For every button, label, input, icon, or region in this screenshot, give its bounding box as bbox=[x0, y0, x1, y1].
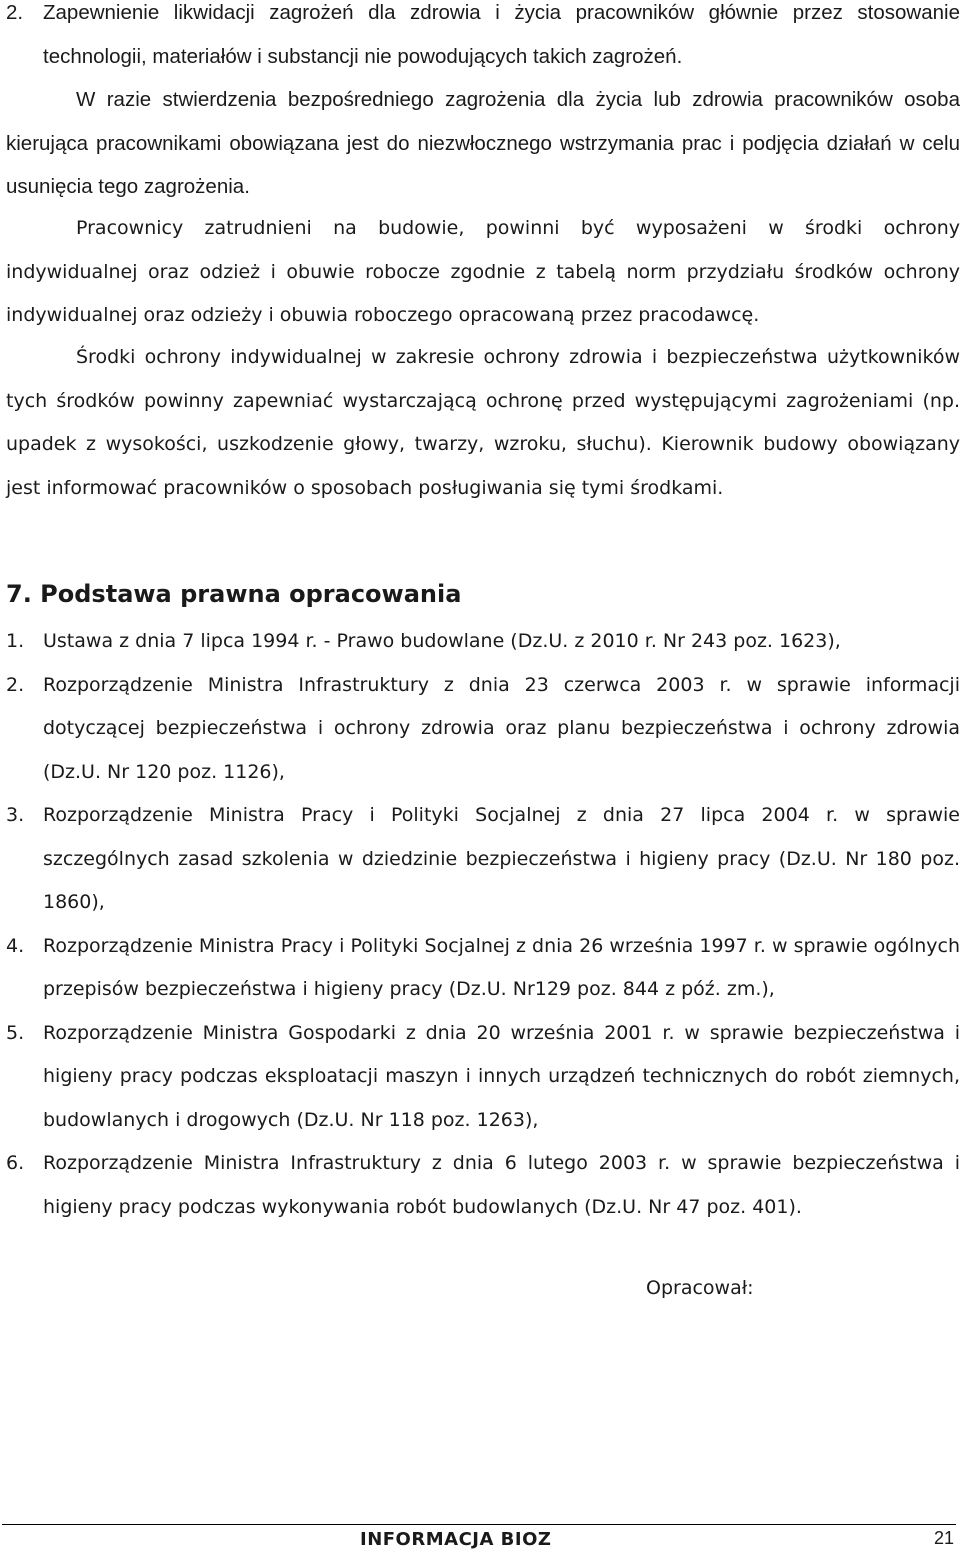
item-text: Rozporządzenie Ministra Infrastruktury z dnia 23 czerwca 2003 r. w sprawie informacji dotyczącej bezpieczeństwa i ochrony zdrowia oraz planu bezpieczeństwa i ochrony zdrowia (Dz.U. Nr 120 poz. 1126), bbox=[43, 673, 960, 783]
list-item bbox=[6, 0, 960, 78]
item-text: Rozporządzenie Ministra Pracy i Polityki Socjalnej z dnia 27 lipca 2004 r. w sprawie szczególnych zasad szkolenia w dziedzinie bezpieczeństwa i higieny pracy (Dz.U. Nr 180 poz. 1860), bbox=[43, 804, 960, 913]
ppe-paragraph: Pracownicy zatrudnieni na budowie, powinni być wyposażeni w środki ochrony indywidualnej oraz odzież i obuwie robocze zgodnie z tabelą norm przydziału środków ochrony indywidualnej oraz odzieży i obuwia roboczego opracowaną przez pracodawcę. bbox=[6, 217, 960, 326]
legal-basis-item bbox=[6, 925, 960, 1012]
legal-basis-item bbox=[6, 664, 960, 795]
item-number: 2. bbox=[6, 673, 25, 696]
page-number: 21 bbox=[934, 1528, 955, 1548]
item-text: Rozporządzenie Ministra Gospodarki z dnia 20 września 2001 r. w sprawie bezpieczeństwa i higieny pracy podczas eksploatacji maszyn i innych urządzeń technicznych do robót ziemnych, budowlanych i drogowych (Dz.U. Nr 118 poz. 1263), bbox=[43, 1021, 960, 1131]
danger-stop-paragraph: W razie stwierdzenia bezpośredniego zagrożenia dla życia lub zdrowia pracowników osoba kierująca pracownikami obowiązana jest do niezwłocznego wstrzymania prac i podjęcia działań w celu usunięcia tego zagrożenia. bbox=[6, 88, 960, 198]
item-text: Zapewnienie likwidacji zagrożeń dla zdrowia i życia pracowników głównie przez stosowanie technologii, materiałów i substancji nie powodujących takich zagrożeń. bbox=[43, 1, 960, 68]
item-number: 4. bbox=[6, 934, 25, 957]
section-heading: 7. Podstawa prawna opracowania bbox=[6, 580, 462, 608]
item-number: 1. bbox=[6, 630, 25, 652]
item-text: Rozporządzenie Ministra Infrastruktury z dnia 6 lutego 2003 r. w sprawie bezpieczeństwa i higieny pracy podczas wykonywania robót budowlanych (Dz.U. Nr 47 poz. 401). bbox=[43, 1152, 960, 1218]
legal-basis-item bbox=[6, 1142, 960, 1229]
legal-basis-item bbox=[6, 620, 960, 664]
item-number: 2. bbox=[6, 1, 24, 24]
safety-measures-block bbox=[6, 0, 960, 209]
legal-basis-item bbox=[6, 794, 960, 925]
item-number: 3. bbox=[6, 804, 25, 826]
item-text: Ustawa z dnia 7 lipca 1994 r. - Prawo budowlane (Dz.U. z 2010 r. Nr 243 poz. 1623), bbox=[43, 630, 841, 652]
item-number: 6. bbox=[6, 1152, 25, 1174]
legal-basis-list bbox=[6, 620, 960, 1229]
prepared-by-label: Opracował: bbox=[646, 1277, 754, 1299]
footer-divider bbox=[2, 1524, 956, 1525]
item-number: 5. bbox=[6, 1021, 25, 1044]
footer-title: INFORMACJA BIOZ bbox=[360, 1529, 552, 1550]
item-text: Rozporządzenie Ministra Pracy i Polityki Socjalnej z dnia 26 września 1997 r. w sprawie ogólnych przepisów bezpieczeństwa i higieny pracy (Dz.U. Nr129 poz. 844 z póź. zm.), bbox=[43, 934, 960, 1000]
legal-basis-item bbox=[6, 1012, 960, 1143]
health-protection-paragraph: Środki ochrony indywidualnej w zakresie ochrony zdrowia i bezpieczeństwa użytkowników tych środków powinny zapewniać wystarczającą ochronę przed występującymi zagrożeniami (np. upadek z wysokości, uszkodzenie głowy, twarzy, wzroku, słuchu). Kierownik budowy obowiązany jest informować pracowników o sposobach posługiwania się tymi środkami. bbox=[6, 346, 960, 499]
